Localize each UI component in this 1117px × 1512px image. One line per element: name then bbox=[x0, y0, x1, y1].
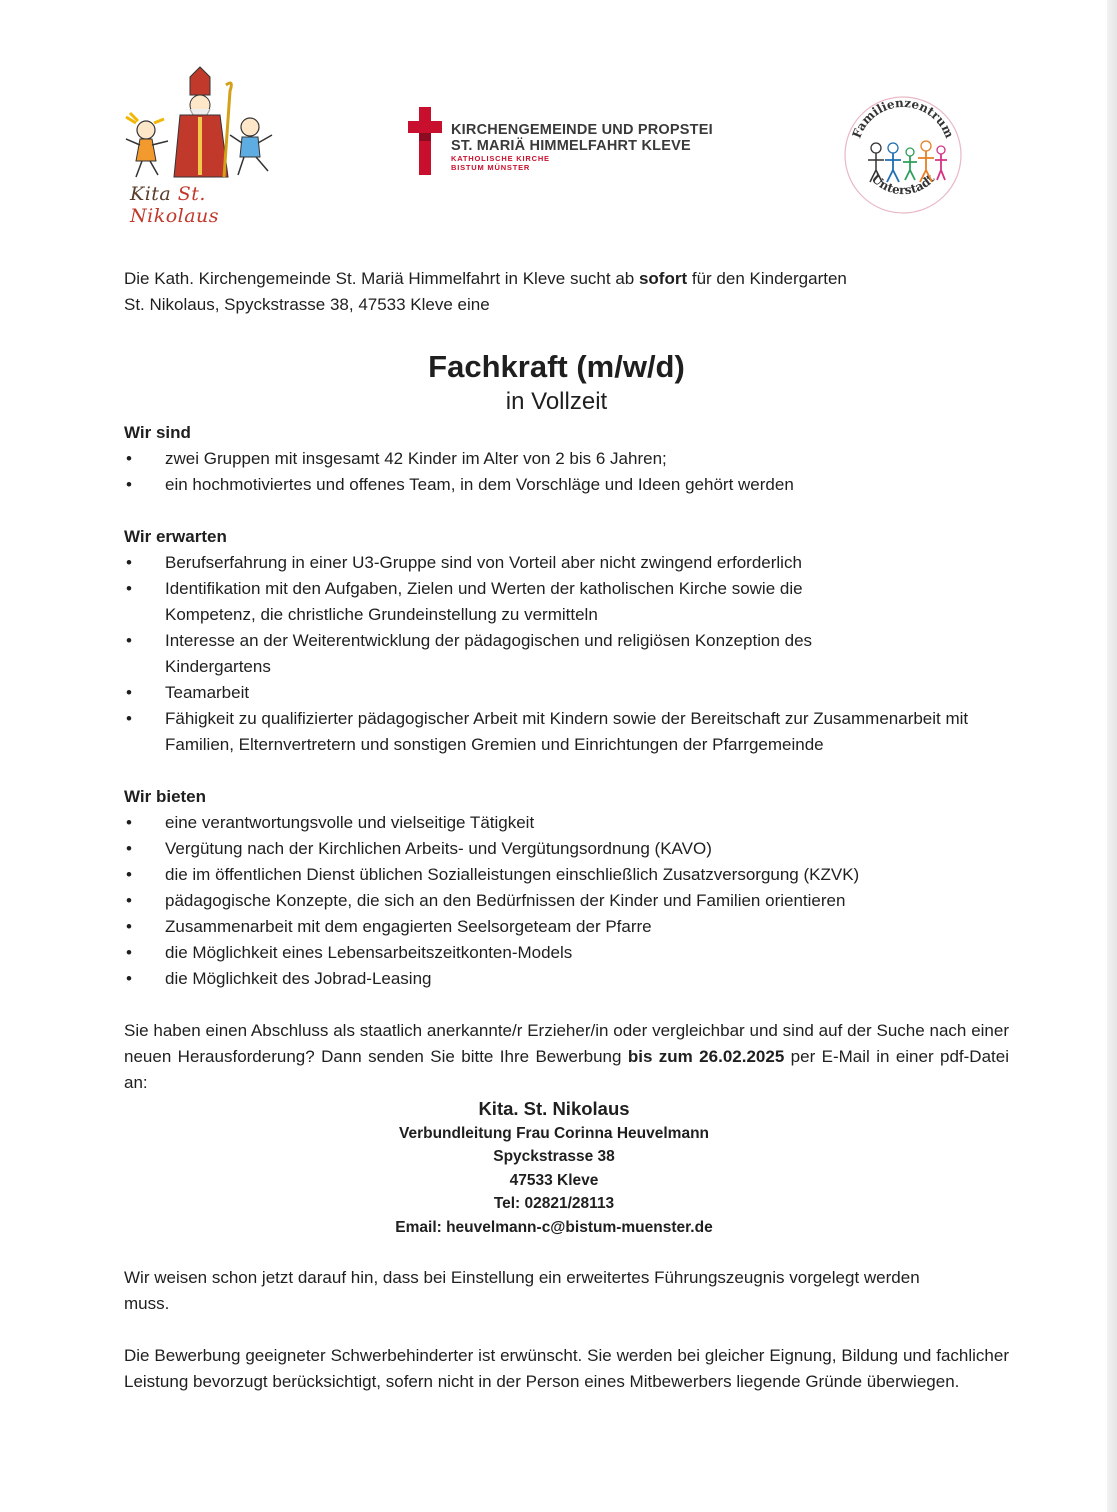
section-heading-wir-erwarten: Wir erwarten bbox=[124, 527, 227, 546]
kirchengemeinde-logo bbox=[408, 107, 728, 182]
familienzentrum-top-text: Familienzentrum bbox=[849, 95, 957, 141]
contact-name: Kita. St. Nikolaus bbox=[478, 1098, 630, 1119]
list-item: • Interesse an der Weiterentwicklung der pädagogischen und religiösen Konzeption des Kindergartens bbox=[124, 628, 1009, 680]
svg-text:Familienzentrum bbox=[850, 96, 957, 141]
list-wir-sind bbox=[124, 446, 1009, 498]
page-edge bbox=[1107, 0, 1117, 1512]
note-schwerbehinderte: Die Bewerbung geeigneter Schwerbehinderter ist erwünscht. Sie werden bei gleicher Eignung, Bildung und fachlicher Leistung bevorzugt berücksichtigt, sofern nicht in der Person eines Mitbewerbers liegende Gründe überwiegen. bbox=[124, 1346, 1009, 1392]
contact-street: Spyckstrasse 38 bbox=[493, 1148, 615, 1166]
contact-lead: Verbundleitung Frau Corinna Heuvelmann bbox=[398, 1125, 710, 1142]
kirche-line-2: ST. MARIÄ HIMMELFAHRT KLEVE bbox=[451, 138, 691, 154]
list-item: • ein hochmotiviertes und offenes Team, in dem Vorschläge und Ideen gehört werden bbox=[124, 472, 1009, 498]
kirche-line-3: KATHOLISCHE KIRCHE bbox=[451, 154, 550, 163]
list-item: • die Möglichkeit eines Lebensarbeitszeitkonten-Models bbox=[124, 940, 1009, 966]
familienzentrum-bottom-text: Unterstadt bbox=[868, 171, 938, 198]
kirche-line-1: KIRCHENGEMEINDE UND PROPSTEI bbox=[451, 122, 713, 138]
list-item: • die Möglichkeit des Jobrad-Leasing bbox=[124, 966, 1009, 992]
list-item: • zwei Gruppen mit insgesamt 42 Kinder im Alter von 2 bis 6 Jahren; bbox=[124, 446, 1009, 472]
job-posting-body bbox=[124, 266, 1009, 1395]
section-heading-wir-sind: Wir sind bbox=[124, 423, 191, 442]
intro-paragraph: Die Kath. Kirchengemeinde St. Mariä Himmelfahrt in Kleve sucht ab sofort für den Kindergarten St. Nikolaus, Spyckstrasse 38, 47533 Kleve eine bbox=[124, 269, 847, 314]
list-wir-erwarten bbox=[124, 550, 1009, 758]
list-item: • Zusammenarbeit mit dem engagierten Seelsorgeteam der Pfarre bbox=[124, 914, 1009, 940]
kirchengemeinde-logo-text bbox=[451, 122, 713, 172]
kita-st-nikolaus-logo bbox=[118, 65, 283, 227]
familienzentrum-circle-icon bbox=[838, 90, 968, 220]
list-item: • Fähigkeit zu qualifizierter pädagogischer Arbeit mit Kindern sowie der Bereitschaft zur Zusammenarbeit mit Familien, Elternvertretern und sonstigen Gremien und Einrichtungen der Pfarrgemeinde bbox=[124, 706, 1009, 758]
st-nikolaus-illustration-icon bbox=[118, 65, 283, 185]
section-heading-wir-bieten: Wir bieten bbox=[124, 787, 207, 806]
list-item: • pädagogische Konzepte, die sich an den Bedürfnissen der Kinder und Familien orientieren bbox=[124, 888, 1009, 914]
contact-block bbox=[99, 1096, 1009, 1239]
list-item: • Berufserfahrung in einer U3-Gruppe sind von Vorteil aber nicht zwingend erforderlich bbox=[124, 550, 1009, 576]
kita-logo-text: Kita St. Nikolaus bbox=[130, 183, 220, 227]
cross-icon bbox=[408, 107, 442, 175]
list-item: • Identifikation mit den Aufgaben, Zielen und Werten der katholischen Kirche sowie die Kompetenz, die christliche Grundeinstellung zu vermitteln bbox=[124, 576, 1009, 628]
job-title: Fachkraft (m/w/d) bbox=[428, 349, 685, 384]
familienzentrum-logo bbox=[838, 90, 968, 220]
note-fuehrungszeugnis: Wir weisen schon jetzt darauf hin, dass bei Einstellung ein erweitertes Führungszeugnis vorgelegt werden muss. bbox=[124, 1268, 920, 1314]
contact-email[interactable]: Email: heuvelmann-c@bistum-muenster.de bbox=[395, 1218, 713, 1236]
logo-row bbox=[118, 65, 978, 225]
application-paragraph: Sie haben einen Abschluss als staatlich anerkannte/r Erzieher/in oder vergleichbar und sind auf der Suche nach einer neuen Herausforderung? Dann senden Sie bitte Ihre Bewerbung bis zum 26.02.2025 per E-Mail in einer pdf-Datei an: bbox=[124, 1021, 1009, 1092]
list-item: • Vergütung nach der Kirchlichen Arbeits- und Vergütungsordnung (KAVO) bbox=[124, 836, 1009, 862]
list-item: • die im öffentlichen Dienst üblichen Sozialleistungen einschließlich Zusatzversorgung (KZVK) bbox=[124, 862, 1009, 888]
list-wir-bieten bbox=[124, 810, 1009, 992]
list-item: • eine verantwortungsvolle und vielseitige Tätigkeit bbox=[124, 810, 1009, 836]
list-item: • Teamarbeit bbox=[124, 680, 1009, 706]
contact-tel: Tel: 02821/28113 bbox=[493, 1195, 615, 1213]
contact-city: 47533 Kleve bbox=[509, 1171, 599, 1189]
job-subtitle: in Vollzeit bbox=[505, 388, 608, 415]
kirche-line-4: BISTUM MÜNSTER bbox=[451, 163, 531, 172]
